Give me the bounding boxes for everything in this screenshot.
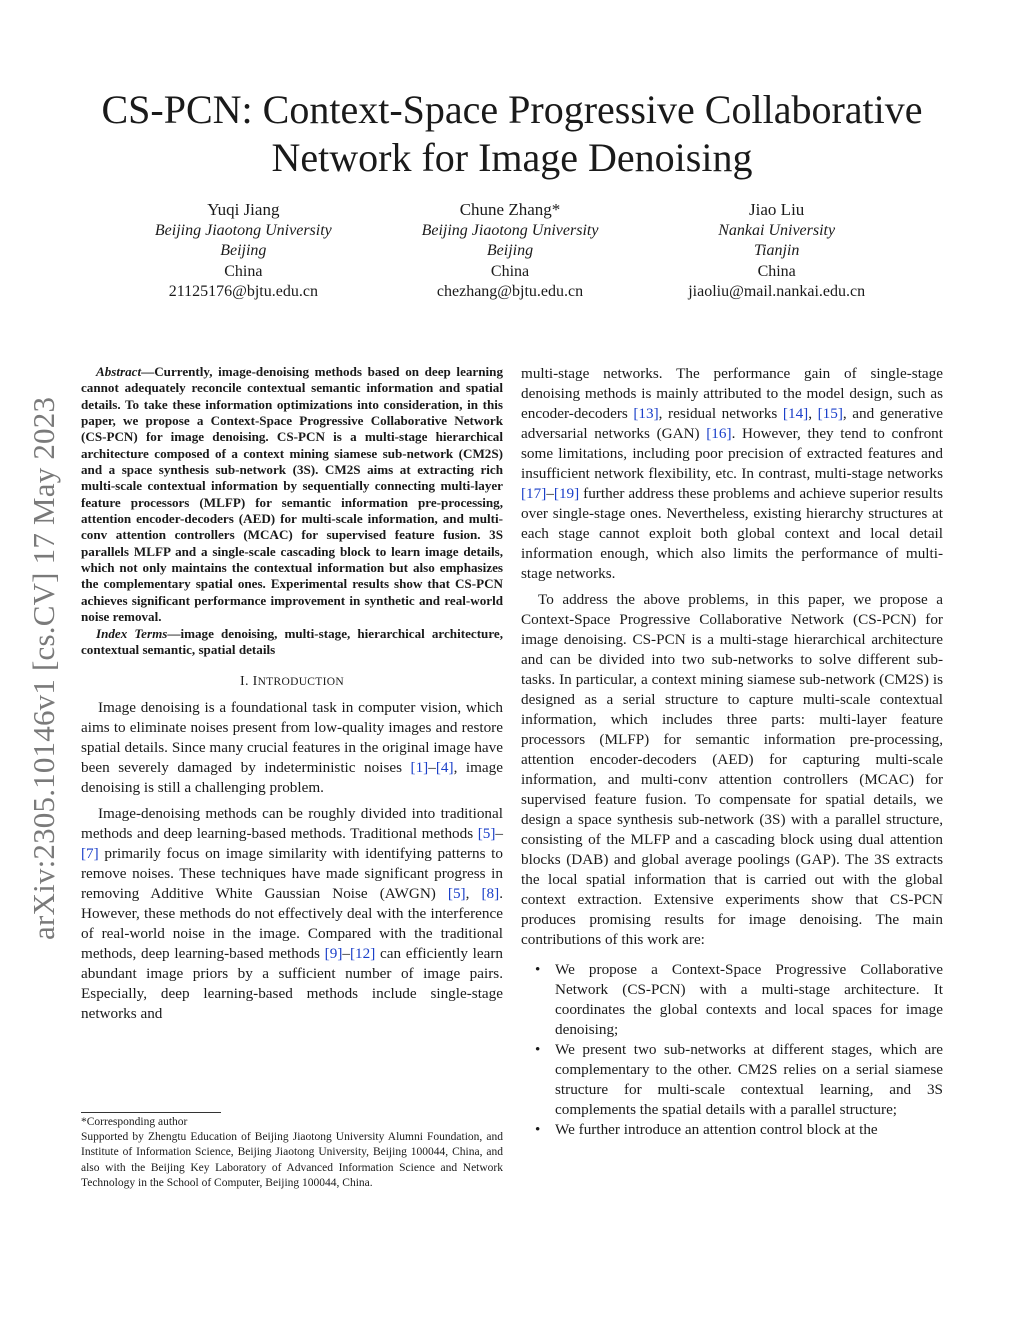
citation-link[interactable]: [19] [553,485,580,502]
footnote-support: Supported by Zhengtu Education of Beijing Jiaotong University Alumni Foundation, and Institute of Information Science, Beijing Jiaotong University, Beijing 100044, China, and also with the Beijing Key Laboratory of Advanced Information Science and Network Technology in the School of Computer, Beijing 100044, China. [81,1131,503,1189]
paper-title [60,86,964,182]
author-country: China [490,262,530,280]
author-affiliation: Nankai University [718,221,836,239]
section-heading: I. INTRODUCTION [240,674,344,690]
author-city: Beijing [220,242,267,259]
author-name: Jiao Liu [749,200,805,219]
author-name: Yuqi Jiang [207,200,280,219]
citation-link[interactable]: [8] [481,885,500,903]
intro-paragraph-2: Image-denoising methods can be roughly divided into traditional methods and deep learning-based methods. Traditional methods [5]–[7] primarily focus on image similarity with identifying patterns to remove noises. These techniques have made significant progress in removing Additive White Gaussian Noise (AWGN) [5], [8]. However, these methods do not effectively deal with the interference of real-world noise in the image. Compared with the traditional methods, deep learning-based methods [9]–[12] can efficiently learn abundant image priors by a sufficient number of image pairs. Especially, deep learning-based methods include single-stage networks and [81,805,504,1023]
index-terms: Index Terms—image denoising, multi-stage, hierarchical architecture, contextual semantic, spatial details [81,625,503,657]
contributions-list [521,960,943,1140]
footnote-corresponding: *Corresponding author [81,1116,188,1128]
author-email[interactable]: 21125176@bjtu.edu.cn [168,283,318,300]
author-email[interactable]: chezhang@bjtu.edu.cn [436,283,584,300]
citation-link[interactable]: [15] [817,405,843,422]
intro-paragraph-3: multi-stage networks. The performance gain of single-stage denoising methods is mainly attributed to the model design, such as encoder-decoders [13], residual networks [14], [15], and generative adversarial networks (GAN) [16]. However, they tend to confront some limitations, including poor precision of extracted features and insufficient network flexibility, etc. In contrast, multi-stage networks [17]–[19] further address these problems and achieve superior results over single-stage ones. Nevertheless, existing hierarchy structures at each stage cannot exploit both global context and local detail information enough, which also limits the performance of multi-stage networks. [521,365,943,582]
citation-link[interactable]: [12] [349,945,376,963]
citation-link[interactable]: [16] [706,425,732,442]
title-line-1: CS-PCN: Context-Space Progressive Collaborative [101,87,923,132]
citation-link[interactable]: [5] [447,885,466,903]
bullet-icon: • [535,1041,541,1058]
citation-link[interactable]: [9] [324,945,343,963]
author-3 [643,200,910,303]
author-country: China [757,262,796,280]
author-affiliation: Beijing Jiaotong University [154,221,332,239]
author-city: Beijing [486,242,534,259]
bullet-icon: • [535,961,541,978]
citation-link[interactable]: [14] [782,405,809,422]
author-email[interactable]: jiaoliu@mail.nankai.edu.cn [688,283,866,300]
author-country: China [224,262,263,280]
right-column [521,364,943,1140]
citation-link[interactable]: [13] [633,405,659,422]
citation-link[interactable]: [5] [477,825,496,843]
author-name: Chune Zhang* [459,200,561,219]
citation-link[interactable]: [17] [521,485,547,502]
index-terms-label: Index Terms [96,625,168,641]
title-line-2: Network for Image Denoising [271,135,753,180]
intro-paragraph-4: To address the above problems, in this paper, we propose a Context-Space Progressive Collaborative Network (CS-PCN) for image denoising. CS-PCN is a multi-stage hierarchical architecture and can be divided into two sub-networks to solve different sub-tasks. In particular, a context mining siamese sub-network (CM2S) is designed as a serial structure to capture multi-scale contextual information, which includes three parts: multi-layer feature processors (MLFP) for semantic information pre-processing, attention encoder-decoders (AED) for capturing multi-scale information, and multi-conv attention controllers (MCAC) for supervised feature fusion. To compensate for spatial details, we design a space synthesis sub-network (3S) with a parallel structure, consisting of the MLFP and a cascading block using dual attention blocks (DAB) and global average poolings (GAP). The 3S extracts the local spatial information that is carried out with the global context extraction. Extensive experiments show that CS-PCN produces promising results for image denoising. The main contributions of this work are: [521,591,943,948]
author-block [110,200,910,303]
list-item: • We present two sub-networks at different stages, which are complementary to the other. CM2S relies on a serial siamese structure for multi-scale contextual learning, and 3S complements the spatial details with a parallel structure; [535,1041,943,1118]
left-column [81,364,503,1030]
abstract-label: Abstract [96,364,142,379]
citation-link[interactable]: [4] [435,759,454,777]
list-item: • We further introduce an attention control block at the [535,1121,878,1138]
author-city: Tianjin [754,242,800,259]
abstract: Abstract—Currently, image-denoising methods based on deep learning cannot adequately reconcile contextual semantic information and spatial details. To take these information optimizations into consideration, in this paper, we propose a Context-Space Progressive Collaborative Network (CS-PCN) for image denoising. CS-PCN is a multi-stage hierarchical architecture composed of a context mining siamese sub-network (CM2S) and a space synthesis sub-network (3S). CM2S aims at extracting rich multi-scale contextual information by sequentially connecting multi-layer feature processors (MLFP) for semantic information pre-processing, attention encoder-decoders (AED) for multi-scale information, and multi-conv attention controllers (MCAC) for supervised feature fusion. 3S parallels MLFP and a single-scale cascading block to learn image details, which not only maintains the contextual information but also emphasizes the complementary spatial ones. Experimental results show that CS-PCN achieves significant performance improvement in synthetic and real-world noise removal. [81,364,503,625]
intro-paragraph-1: Image denoising is a foundational task in computer vision, which aims to eliminate noises present from low-quality images and restore spatial details. Since many crucial features in the original image have been severely damaged by indeterministic noises [1]–[4], image denoising is still a challenging problem. [81,699,503,797]
footnote-rule [81,1112,221,1113]
footnote [81,1112,503,1191]
bullet-icon: • [535,1121,541,1138]
citation-link[interactable]: [7] [81,845,99,863]
author-affiliation: Beijing Jiaotong University [421,221,599,239]
author-2 [377,200,644,303]
arxiv-identifier: arXiv:2305.10146v1 [cs.CV] 17 May 2023 [26,396,61,940]
author-1 [110,200,377,303]
citation-link[interactable]: [1] [410,759,429,777]
list-item: • We propose a Context-Space Progressive Collaborative Network (CS-PCN) with a multi-stage architecture. It coordinates the global contexts and local spaces for image denoising; [535,961,943,1038]
